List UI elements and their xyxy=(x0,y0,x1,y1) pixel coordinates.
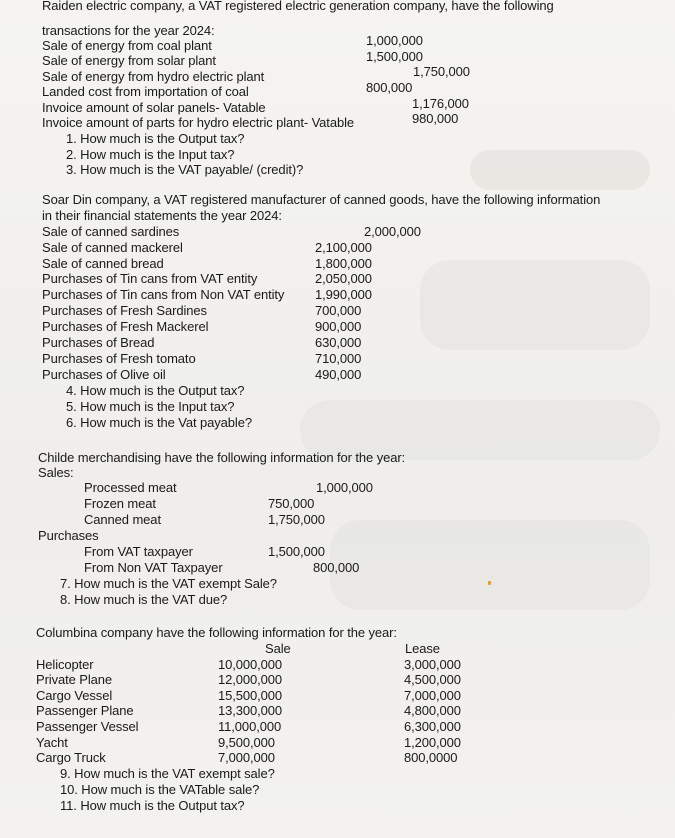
s4-row-lease: 1,200,000 xyxy=(404,735,461,750)
s3-sale-label: Canned meat xyxy=(84,512,161,527)
s4-row-label: Yacht xyxy=(36,735,68,750)
question-item: 11. How much is the Output tax? xyxy=(60,798,245,813)
question-item: 9. How much is the VAT exempt sale? xyxy=(60,766,275,781)
s3-purchase-label: From Non VAT Taxpayer xyxy=(84,560,223,575)
question-item: 3. How much is the VAT payable/ (credit)? xyxy=(66,162,304,177)
section1-intro-line2: transactions for the year 2024: xyxy=(42,23,215,38)
s3-sale-amount: 1,750,000 xyxy=(268,512,325,527)
s2-item-label: Purchases of Fresh tomato xyxy=(42,351,196,366)
s2-item-amount: 710,000 xyxy=(315,351,362,366)
s2-item-label: Purchases of Tin cans from VAT entity xyxy=(42,271,258,286)
s4-row-lease: 7,000,000 xyxy=(404,688,461,703)
question-item: 5. How much is the Input tax? xyxy=(66,399,235,414)
s2-item-label: Sale of canned mackerel xyxy=(42,240,183,255)
s2-item-label: Purchases of Tin cans from Non VAT entity xyxy=(42,287,285,302)
s2-item-amount: 2,000,000 xyxy=(364,224,421,239)
s4-row-lease: 6,300,000 xyxy=(404,719,461,734)
bleed-through-smudge xyxy=(330,520,650,610)
s1-item-amount: 800,000 xyxy=(366,80,413,95)
s4-row-sale: 10,000,000 xyxy=(218,657,283,672)
s2-item-label: Purchases of Bread xyxy=(42,335,155,350)
s3-purchase-amount: 800,000 xyxy=(313,560,360,575)
purchases-label: Purchases xyxy=(38,528,99,543)
column-header-lease: Lease xyxy=(405,641,440,656)
stray-mark xyxy=(488,581,491,585)
s1-item-label: Invoice amount of solar panels- Vatable xyxy=(42,100,266,115)
s3-purchase-amount: 1,500,000 xyxy=(268,544,325,559)
question-item: 10. How much is the VATable sale? xyxy=(60,782,260,797)
s2-item-label: Sale of canned sardines xyxy=(42,224,180,239)
s4-row-label: Cargo Truck xyxy=(36,750,106,765)
s4-row-label: Passenger Vessel xyxy=(36,719,139,734)
s3-sale-amount: 750,000 xyxy=(268,496,315,511)
s1-item-label: Sale of energy from solar plant xyxy=(42,53,216,68)
question-item: 8. How much is the VAT due? xyxy=(60,592,228,607)
column-header-sale: Sale xyxy=(265,641,291,656)
s4-row-sale: 12,000,000 xyxy=(218,672,283,687)
section2-intro-line2: in their financial statements the year 2024: xyxy=(42,208,282,223)
s4-row-sale: 11,000,000 xyxy=(218,719,282,734)
bleed-through-smudge xyxy=(470,150,650,190)
s1-item-amount: 1,500,000 xyxy=(366,49,423,64)
s4-row-sale: 13,300,000 xyxy=(218,703,283,718)
s4-row-sale: 7,000,000 xyxy=(218,750,275,765)
question-item: 7. How much is the VAT exempt Sale? xyxy=(60,576,277,591)
section3-intro: Childe merchandising have the following information for the year: xyxy=(38,450,406,465)
question-item: 6. How much is the Vat payable? xyxy=(66,415,252,430)
section1-intro-line1: Raiden electric company, a VAT registered electric generation company, have the following xyxy=(42,0,554,13)
s2-item-label: Purchases of Fresh Sardines xyxy=(42,303,207,318)
s3-sale-label: Frozen meat xyxy=(84,496,156,511)
s1-item-amount: 1,750,000 xyxy=(413,64,470,79)
s4-row-label: Private Plane xyxy=(36,672,113,687)
s4-row-lease: 800,0000 xyxy=(404,750,458,765)
s1-item-label: Sale of energy from coal plant xyxy=(42,38,212,53)
question-item: 4. How much is the Output tax? xyxy=(66,383,245,398)
sales-label: Sales: xyxy=(38,465,74,480)
s2-item-amount: 2,100,000 xyxy=(315,240,372,255)
s1-item-amount: 1,176,000 xyxy=(412,96,469,111)
s2-item-amount: 700,000 xyxy=(315,303,362,318)
s1-item-label: Invoice amount of parts for hydro electric plant- Vatable xyxy=(42,115,355,130)
s1-item-label: Landed cost from importation of coal xyxy=(42,84,249,99)
s3-purchase-label: From VAT taxpayer xyxy=(84,544,193,559)
s2-item-label: Purchases of Olive oil xyxy=(42,367,166,382)
s4-row-label: Cargo Vessel xyxy=(36,688,113,703)
s4-row-lease: 4,500,000 xyxy=(404,672,461,687)
s2-item-amount: 2,050,000 xyxy=(315,271,372,286)
s4-row-sale: 15,500,000 xyxy=(218,688,283,703)
s2-item-label: Sale of canned bread xyxy=(42,256,164,271)
s3-sale-label: Processed meat xyxy=(84,480,177,495)
s3-sale-amount: 1,000,000 xyxy=(316,480,373,495)
s1-item-amount: 1,000,000 xyxy=(366,33,423,48)
bleed-through-smudge xyxy=(420,260,650,350)
s4-row-sale: 9,500,000 xyxy=(218,735,275,750)
s2-item-amount: 1,800,000 xyxy=(315,256,372,271)
s2-item-amount: 900,000 xyxy=(315,319,362,334)
s4-row-label: Passenger Plane xyxy=(36,703,134,718)
question-item: 2. How much is the Input tax? xyxy=(66,147,235,162)
s1-item-label: Sale of energy from hydro electric plant xyxy=(42,69,265,84)
s4-row-label: Helicopter xyxy=(36,657,94,672)
s2-item-label: Purchases of Fresh Mackerel xyxy=(42,319,209,334)
s1-item-amount: 980,000 xyxy=(412,111,459,126)
section2-intro-line1: Soar Din company, a VAT registered manufacturer of canned goods, have the following information xyxy=(42,192,601,207)
s2-item-amount: 490,000 xyxy=(315,367,362,382)
section4-intro: Columbina company have the following information for the year: xyxy=(36,625,397,640)
s4-row-lease: 3,000,000 xyxy=(404,657,461,672)
s4-row-lease: 4,800,000 xyxy=(404,703,461,718)
s2-item-amount: 630,000 xyxy=(315,335,362,350)
s2-item-amount: 1,990,000 xyxy=(315,287,372,302)
question-item: 1. How much is the Output tax? xyxy=(66,131,245,146)
